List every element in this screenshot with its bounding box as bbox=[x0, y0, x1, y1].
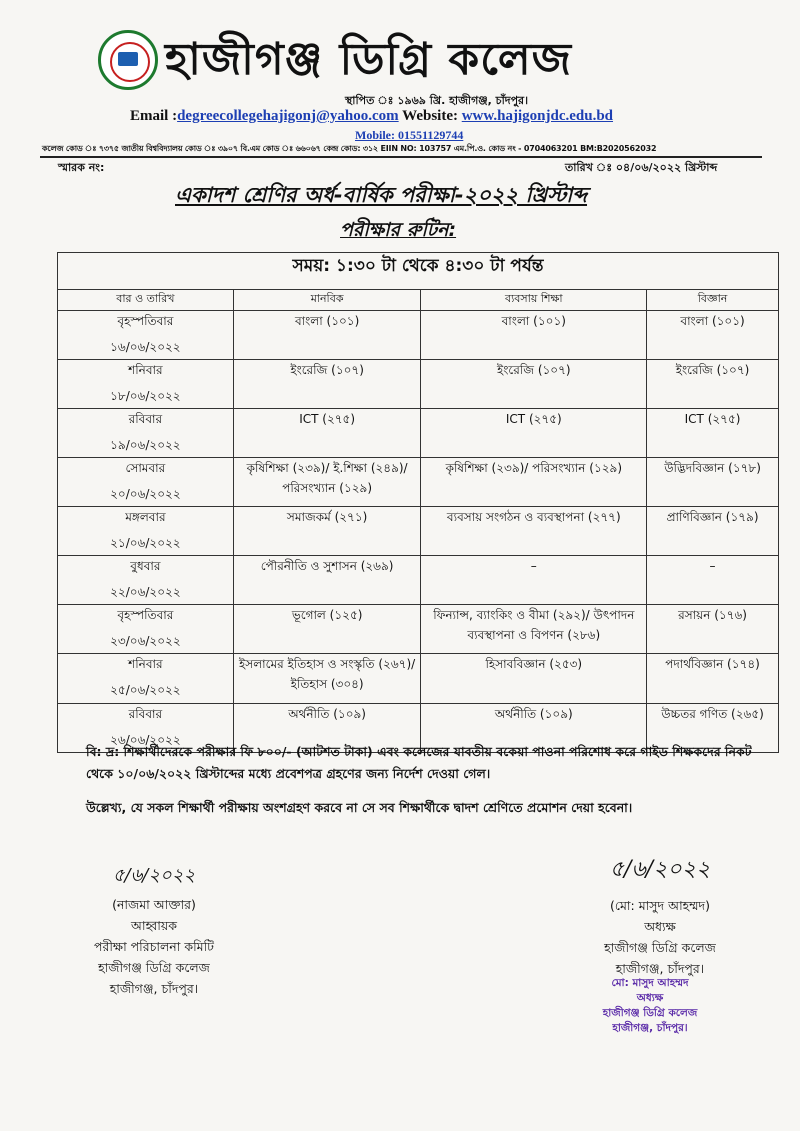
table-row bbox=[58, 605, 779, 654]
note-admit-card: বি: দ্র: শিক্ষার্থীদেরকে পরীক্ষার ফি ৮০০/- (আটশত টাকা) এবং কলেজের যাবতীয় বকেয়া পাওনা পরিশোধ করে গাইড শিক্ষকদের নিকট থেকে ১০/০৬/২০২২ খ্রিস্টাব্দের মধ্যে প্রবেশপত্র গ্রহণের জন্য নির্দেশ দেওয়া গেল। bbox=[86, 744, 752, 781]
day-name: মঙ্গলবার bbox=[125, 510, 166, 524]
routine-title: পরীক্ষার রুটিন: bbox=[340, 219, 457, 241]
table-row bbox=[58, 556, 779, 605]
humanities-subject-cell: পৌরনীতি ও সুশাসন (২৬৯) bbox=[233, 556, 421, 605]
business-subject-cell: ব্যবসায় সংগঠন ও ব্যবস্থাপনা (২৭৭) bbox=[421, 507, 647, 556]
day-name: বৃহস্পতিবার bbox=[117, 608, 174, 622]
exam-date: ২৩/০৬/২০২২ bbox=[110, 634, 181, 648]
time-row bbox=[58, 253, 779, 290]
business-subject-cell: – bbox=[421, 556, 647, 605]
signatory-name: (মো: মাসুদ আহম্মদ) bbox=[610, 898, 710, 913]
day-date-cell bbox=[58, 409, 234, 458]
humanities-subject-cell: ICT (২৭৫) bbox=[233, 409, 421, 458]
issue-date: তারিখ ঃ ০৪/০৬/২০২২ খ্রিস্টাব্দ bbox=[565, 161, 718, 174]
column-header: মানবিক bbox=[233, 290, 421, 311]
day-date-cell bbox=[58, 507, 234, 556]
day-date-cell bbox=[58, 311, 234, 360]
routine-table bbox=[57, 252, 779, 753]
day-name: সোমবার bbox=[125, 461, 166, 475]
exam-date: ১৯/০৬/২০২২ bbox=[110, 438, 181, 452]
business-subject-cell: অর্থনীতি (১০৯) bbox=[421, 704, 647, 753]
science-subject-cell: পদার্থবিজ্ঞান (১৭৪) bbox=[647, 654, 779, 704]
day-date-cell bbox=[58, 605, 234, 654]
stamp-designation: অধ্যক্ষ bbox=[636, 992, 664, 1004]
signatory-designation: আহ্বায়ক bbox=[131, 918, 177, 933]
signatory-name: (নাজমা আক্তার) bbox=[112, 897, 196, 912]
place-line: হাজীগঞ্জ, চাঁদপুর। bbox=[615, 961, 705, 976]
business-subject-cell: কৃষিশিক্ষা (২৩৯)/ পরিসংখ্যান (১২৯) bbox=[421, 458, 647, 507]
table-row bbox=[58, 360, 779, 409]
science-subject-cell: প্রাণিবিজ্ঞান (১৭৯) bbox=[647, 507, 779, 556]
day-name: রবিবার bbox=[128, 412, 163, 426]
exam-date: ২৫/০৬/২০২২ bbox=[110, 683, 181, 697]
stamp-place: হাজীগঞ্জ, চাঁদপুর। bbox=[612, 1022, 688, 1034]
business-subject-cell: ICT (২৭৫) bbox=[421, 409, 647, 458]
exam-date: ১৬/০৬/২০২২ bbox=[110, 340, 181, 354]
humanities-subject-cell: বাংলা (১০১) bbox=[233, 311, 421, 360]
day-date-cell bbox=[58, 556, 234, 605]
book-icon bbox=[118, 52, 138, 66]
column-header: ব্যবসায় শিক্ষা bbox=[421, 290, 647, 311]
day-name: শনিবার bbox=[128, 657, 163, 671]
day-name: শনিবার bbox=[128, 363, 163, 377]
exam-title: একাদশ শ্রেণির অর্ধ-বার্ষিক পরীক্ষা-২০২২ খ্রিস্টাব্দ bbox=[175, 183, 588, 207]
reference-label: স্মারক নং: bbox=[58, 161, 105, 174]
principal-seal-stamp bbox=[555, 976, 745, 1036]
signatory-designation: অধ্যক্ষ bbox=[644, 919, 676, 934]
day-name: বুধবার bbox=[130, 559, 161, 573]
handwritten-signature: ৫/৬/২০২২ bbox=[609, 857, 711, 882]
table-row bbox=[58, 507, 779, 556]
humanities-subject-cell: ভূগোল (১২৫) bbox=[233, 605, 421, 654]
science-subject-cell: বাংলা (১০১) bbox=[647, 311, 779, 360]
college-name: হাজীগঞ্জ ডিগ্রি কলেজ bbox=[165, 34, 573, 85]
established-line: স্থাপিত ঃ ১৯৬৯ খ্রি. হাজীগঞ্জ, চাঁদপুর। bbox=[345, 94, 529, 107]
institution-codes: কলেজ কোড ঃ ৭৩৭৫ জাতীয় বিশ্ববিদ্যালয় কোড ঃ ৩৯০৭ বি.এম কোড ঃ ৬৬০৬৭ কেন্দ্র কোড: ৩১২ EIIN NO: 103757 এম.পি.ও. কোড নং - 0704063201 BM:B2020562032 bbox=[42, 144, 657, 153]
mobile-number: Mobile: 01551129744 bbox=[355, 128, 464, 142]
exam-date: ২০/০৬/২০২২ bbox=[110, 487, 181, 501]
college-logo bbox=[98, 30, 158, 90]
humanities-subject-cell: কৃষিশিক্ষা (২৩৯)/ ই.শিক্ষা (২৪৯)/ পরিসংখ্যান (১২৯) bbox=[233, 458, 421, 507]
committee-name: পরীক্ষা পরিচালনা কমিটি bbox=[94, 939, 214, 954]
stamp-name: মো: মাসুদ আহম্মদ bbox=[611, 977, 689, 989]
principal-signature-block bbox=[560, 845, 760, 979]
exam-time: সময়: ১:৩০ টা থেকে ৪:৩০ টা পর্যন্ত bbox=[58, 253, 779, 290]
humanities-subject-cell: অর্থনীতি (১০৯) bbox=[233, 704, 421, 753]
college-name-line: হাজীগঞ্জ ডিগ্রি কলেজ bbox=[604, 940, 716, 955]
exam-date: ১৮/০৬/২০২২ bbox=[110, 389, 181, 403]
website-label: Website: bbox=[402, 108, 458, 124]
exam-date: ২২/০৬/২০২২ bbox=[110, 585, 181, 599]
exam-date: ২৬/০৬/২০২২ bbox=[110, 733, 181, 747]
column-header: বার ও তারিখ bbox=[58, 290, 234, 311]
day-name: বৃহস্পতিবার bbox=[117, 314, 174, 328]
business-subject-cell: বাংলা (১০১) bbox=[421, 311, 647, 360]
email-link[interactable]: degreecollegehajigonj@yahoo.com bbox=[177, 108, 399, 124]
convener-signature-block bbox=[64, 858, 244, 999]
business-subject-cell: হিসাববিজ্ঞান (২৫৩) bbox=[421, 654, 647, 704]
table-header bbox=[58, 290, 779, 311]
website-link[interactable]: www.hajigonjdc.edu.bd bbox=[461, 108, 614, 124]
science-subject-cell: উচ্চতর গণিত (২৬৫) bbox=[647, 704, 779, 753]
humanities-subject-cell: ইসলামের ইতিহাস ও সংস্কৃতি (২৬৭)/ইতিহাস (৩০৪) bbox=[233, 654, 421, 704]
day-name: রবিবার bbox=[128, 707, 163, 721]
contact-line bbox=[130, 108, 613, 125]
place-line: হাজীগঞ্জ, চাঁদপুর। bbox=[109, 981, 199, 996]
humanities-subject-cell: সমাজকর্ম (২৭১) bbox=[233, 507, 421, 556]
table-row bbox=[58, 409, 779, 458]
column-header: বিজ্ঞান bbox=[647, 290, 779, 311]
stamp-college: হাজীগঞ্জ ডিগ্রি কলেজ bbox=[602, 1007, 698, 1019]
header-divider bbox=[40, 156, 762, 158]
day-date-cell bbox=[58, 654, 234, 704]
handwritten-signature: ৫/৬/২০২২ bbox=[112, 865, 196, 886]
science-subject-cell: ICT (২৭৫) bbox=[647, 409, 779, 458]
science-subject-cell: রসায়ন (১৭৬) bbox=[647, 605, 779, 654]
business-subject-cell: ইংরেজি (১০৭) bbox=[421, 360, 647, 409]
table-row bbox=[58, 311, 779, 360]
table-row bbox=[58, 458, 779, 507]
day-date-cell bbox=[58, 458, 234, 507]
note-promotion: উল্লেখ্য, যে সকল শিক্ষার্থী পরীক্ষায় অংশগ্রহণ করবে না সে সব শিক্ষার্থীকে দ্বাদশ শ্রেণিতে প্রমোশন দেয়া হবেনা। bbox=[86, 800, 633, 815]
science-subject-cell: উদ্ভিদবিজ্ঞান (১৭৮) bbox=[647, 458, 779, 507]
table-row bbox=[58, 654, 779, 704]
email-label: Email : bbox=[130, 108, 178, 124]
humanities-subject-cell: ইংরেজি (১০৭) bbox=[233, 360, 421, 409]
science-subject-cell: ইংরেজি (১০৭) bbox=[647, 360, 779, 409]
college-name-line: হাজীগঞ্জ ডিগ্রি কলেজ bbox=[98, 960, 210, 975]
exam-date: ২১/০৬/২০২২ bbox=[110, 536, 181, 550]
business-subject-cell: ফিন্যান্স, ব্যাংকিং ও বীমা (২৯২)/ উৎপাদন ব্যবস্থাপনা ও বিপণন (২৮৬) bbox=[421, 605, 647, 654]
day-date-cell bbox=[58, 360, 234, 409]
science-subject-cell: – bbox=[647, 556, 779, 605]
